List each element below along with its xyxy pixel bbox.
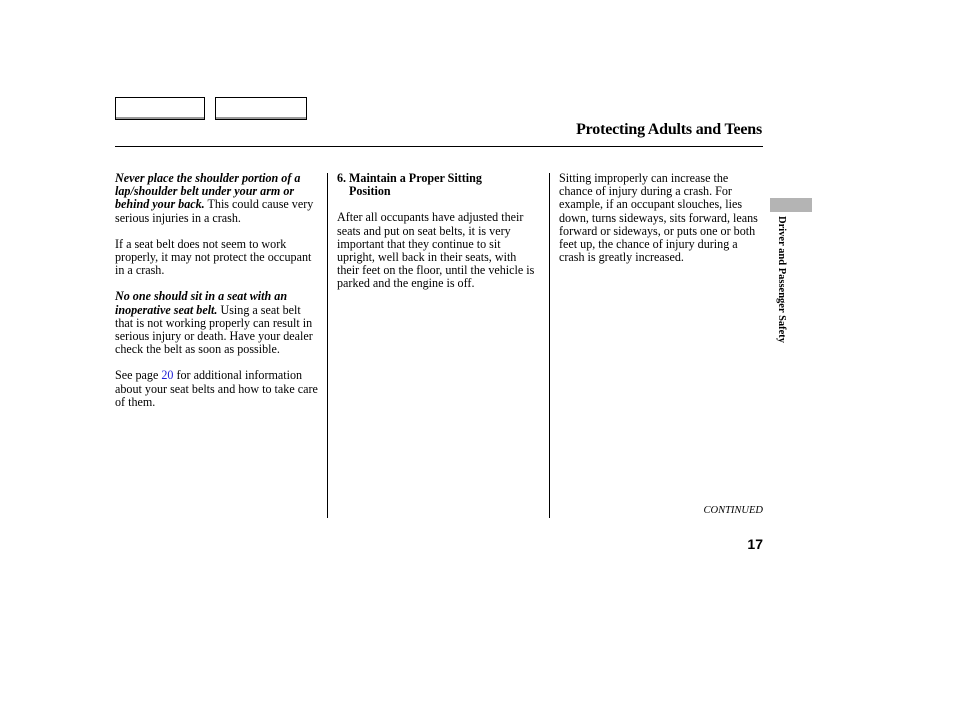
step-heading — [337, 172, 539, 198]
continued-label: CONTINUED — [703, 505, 763, 516]
nav-button-contents[interactable] — [115, 97, 205, 120]
step-title-line2: Position — [349, 184, 391, 199]
paragraph-sitting-improperly: Sitting improperly can increase the chance of injury during a crash. For example, if an occupant slouches, lies down, turns sideways, sits forward, leans forward or sideways, or puts one or both feet up, the chance of injury during a crash is greatly increased. — [559, 171, 758, 265]
page-link[interactable]: 20 — [161, 368, 174, 383]
section-tab[interactable] — [770, 198, 812, 212]
body-text: Using a seat belt that is not working properly can result in serious injury or death. Have your dealer check the belt as soon as possible. — [115, 302, 313, 357]
page-number: 17 — [747, 536, 763, 552]
header-rule — [115, 146, 763, 147]
step-number: 6. — [337, 171, 347, 185]
paragraph-inoperative-belt — [115, 290, 321, 356]
step-title-line1: Maintain a Proper Sitting — [349, 171, 482, 185]
body-text: for additional information about your seat belts and how to take care of them. — [115, 368, 318, 409]
step-body: After all occupants have adjusted their seats and put on seat belts, it is very important that they continue to sit upright, well back in their seats, with their feet on the floor, until the vehicle is parked and the engine is off. — [337, 210, 535, 291]
section-tab-label: Driver and Passenger Safety — [776, 216, 787, 344]
body-text: This could cause very serious injuries in a crash. — [115, 197, 314, 225]
page-title: Protecting Adults and Teens — [576, 121, 762, 138]
column-middle — [337, 172, 539, 304]
paragraph-see-page — [115, 369, 321, 409]
column-left — [115, 172, 321, 422]
paragraph-shoulder-belt — [115, 172, 321, 225]
warning-text: No one should sit in a seat with an inoperative seat belt. — [115, 289, 288, 317]
warning-text: Never place the shoulder portion of a lap/shoulder belt under your arm or behind your back. — [115, 171, 301, 212]
column-divider — [549, 173, 550, 518]
column-divider — [327, 173, 328, 518]
body-text: See page — [115, 368, 162, 383]
nav-button-index[interactable] — [215, 97, 307, 120]
paragraph-belt-not-working: If a seat belt does not seem to work properly, it may not protect the occupant in a crash. — [115, 236, 312, 278]
column-right — [559, 172, 759, 277]
